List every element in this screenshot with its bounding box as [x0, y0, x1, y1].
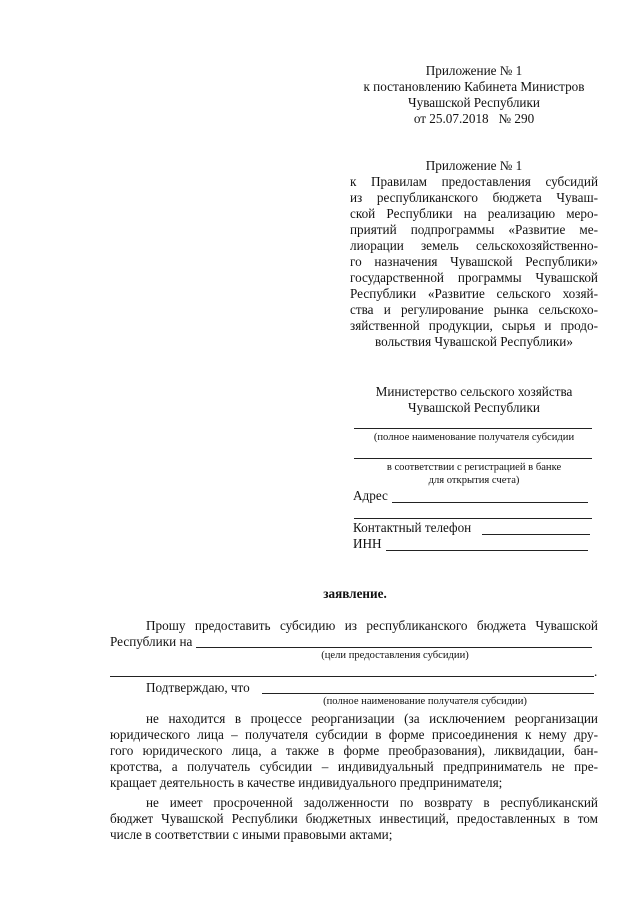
address-field[interactable] [392, 502, 588, 503]
annex2-line: лиорации земель сельскохозяйственно- [350, 238, 598, 253]
paragraph-line: гого юридического лица, а также в форме преобразования), ликвидации, бан- [110, 743, 598, 758]
address-field-2[interactable] [354, 518, 592, 519]
phone-label: Контактный телефон [353, 520, 472, 535]
purpose-field-2[interactable] [110, 676, 594, 677]
annex1-line: к постановлению Кабинета Министров [363, 79, 585, 94]
address-label: Адрес [353, 488, 388, 503]
recipient-caption: (полное наименование получателя субсидии) [323, 696, 527, 707]
application-heading: заявление. [323, 586, 387, 601]
annex2-line: приятий подпрограммы «Развитие ме- [350, 222, 598, 237]
ministry-name: Министерство сельского хозяйства [375, 384, 573, 399]
annex1-title: Приложение № 1 [425, 63, 523, 78]
paragraph-line: не находится в процессе реорганизации (за исключением реорганизации [146, 711, 598, 726]
confirm-label: Подтверждаю, что [146, 680, 250, 695]
annex1-line: Чувашской Республики [408, 95, 540, 110]
recipient-name-field-2[interactable] [354, 458, 592, 459]
annex2-line: зяйственной продукции, сырья и продо- [350, 318, 598, 333]
annex2-line: го назначения Чувашской Республики» [350, 254, 598, 269]
full-name-caption: (полное наименование получателя субсидии [373, 432, 575, 443]
bank-caption: в соответствии с регистрацией в банке [386, 462, 562, 473]
bank-caption: для открытия счета) [428, 475, 520, 486]
purpose-field[interactable] [196, 647, 592, 648]
inn-label: ИНН [353, 536, 382, 551]
paragraph-line: юридического лица – получателя субсидии в форме присоединения к нему дру- [110, 727, 598, 742]
paragraph-line: не имеет просроченной задолженности по возврату в республиканский [146, 795, 598, 810]
purpose-caption: (цели предоставления субсидии) [321, 650, 469, 661]
paragraph-line: кротства, а получатель субсидии – индивидуальный предприниматель не пре- [110, 759, 598, 774]
inn-field[interactable] [386, 550, 588, 551]
purpose-period: . [594, 664, 598, 679]
request-line: Республики на [110, 634, 193, 649]
annex2-title: Приложение № 1 [425, 158, 523, 173]
annex1-date-number: от 25.07.2018 № 290 [413, 111, 535, 126]
recipient-name-field[interactable] [354, 428, 592, 429]
annex2-line: вольствия Чувашской Республики» [375, 334, 573, 349]
paragraph-line: бюджет Чувашской Республики бюджетных инвестиций, предоставленных в том [110, 811, 598, 826]
annex2-line: ской Республики на реализацию меро- [350, 206, 598, 221]
annex2-line: из республиканского бюджета Чуваш- [350, 190, 598, 205]
paragraph-line: числе в соответствии с иными правовыми актами; [110, 827, 393, 842]
request-line: Прошу предоставить субсидию из республиканского бюджета Чувашской [146, 618, 598, 633]
annex2-line: Республики «Развитие сельского хозяй- [350, 286, 598, 301]
annex2-line: к Правилам предоставления субсидий [350, 174, 598, 189]
paragraph-line: кращает деятельность в качестве индивидуального предпринимателя; [110, 775, 503, 790]
annex2-line: ства и регулирование рынка сельскохо- [350, 302, 598, 317]
ministry-name: Чувашской Республики [408, 400, 540, 415]
annex2-line: государственной программы Чувашской [350, 270, 598, 285]
phone-field[interactable] [482, 534, 590, 535]
confirm-recipient-field[interactable] [262, 693, 594, 694]
